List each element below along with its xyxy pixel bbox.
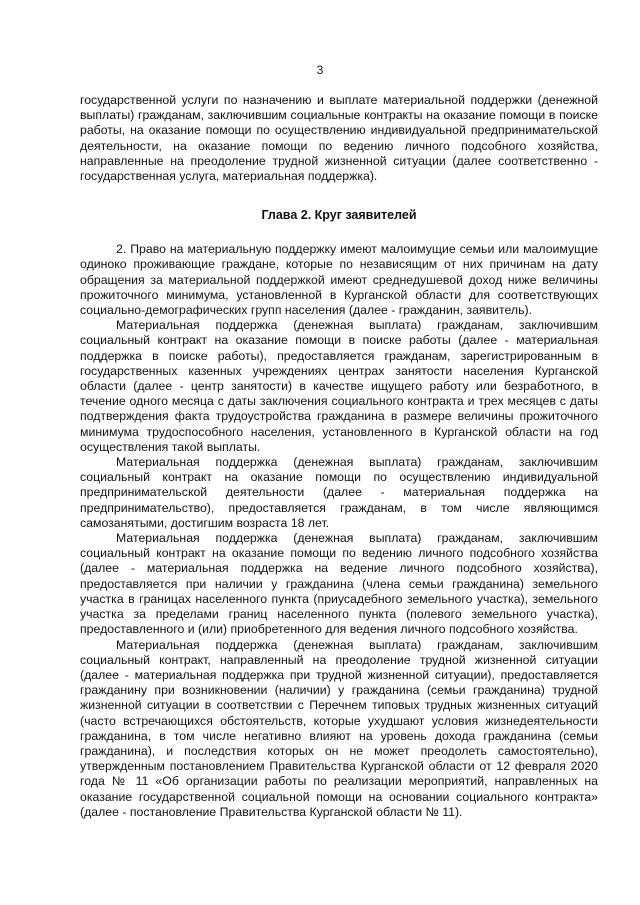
paragraph-right-to-support: 2. Право на материальную поддержку имеют малоимущие семьи или малоимущие одиноко проживающие граждане, которые по независящим от них причинам на дату обращения за материальной поддержкой имеют среднедушевой доход ниже величины прожиточного минимума, установленной в Курганской области для соответствующих социально-демографических групп населения (далее - гражданин, заявитель). [80,242,598,318]
document-body [80,93,598,820]
page-number: 3 [316,63,324,77]
intro-paragraph: государственной услуги по назначению и выплате материальной поддержки (денежной выплаты) гражданам, заключившим социальные контракты на оказание помощи в поиске работы, на оказание помощи по осуществлению индивидуальной предпринимательской деятельности, на оказание помощи по ведению личного подсобного хозяйства, направленные на преодоление трудной жизненной ситуации (далее соответственно - государственная услуга, материальная поддержка). [80,93,598,184]
paragraph-job-search-support: Материальная поддержка (денежная выплата) гражданам, заключившим социальный контракт на оказание помощи в поиске работы (далее - материальная поддержка в поиске работы), предоставляется гражданам, зарегистрированным в государственных казенных учреждениях центрах занятости населения Курганской области (далее - центр занятости) в качестве ищущего работу или безработного, в течение одного месяца с даты заключения социального контракта и трех месяцев с даты подтверждения факта трудоустройства гражданина в размере величины прожиточного минимума трудоспособного населения, установленного в Курганской области на год осуществления такой выплаты. [80,318,598,454]
paragraph-difficult-situation-support: Материальная поддержка (денежная выплата) гражданам, заключившим социальный контракт, направленный на преодоление трудной жизненной ситуации (далее - материальная поддержка при трудной жизненной ситуации), предоставляется гражданину при возникновении (наличии) у гражданина (семьи гражданина) трудной жизненной ситуации в соответствии с Перечнем типовых трудных жизненных ситуаций (часто встречающихся обстоятельств, которые ухудшают условия жизнедеятельности гражданина, в том числе негативно влияют на уровень дохода гражданина (семьи гражданина), и последствия которых он не может преодолеть самостоятельно), утвержденным постановлением Правительства Курганской области от 12 февраля 2020 года № 11 «Об организации работы по реализации мероприятий, направленных на оказание государственной социальной помощи на основании социального контракта» (далее - постановление Правительства Курганской области № 11). [80,637,598,819]
chapter-title: Глава 2. Круг заявителей [261,208,417,223]
paragraph-entrepreneurship-support: Материальная поддержка (денежная выплата) гражданам, заключившим социальный контракт на оказание помощи по осуществлению индивидуальной предпринимательской деятельности (далее - материальная поддержка на предпринимательство), предоставляется гражданам, в том числе являющимся самозанятыми, достигшим возраста 18 лет. [80,455,598,530]
paragraph-household-farming-support: Материальная поддержка (денежная выплата) гражданам, заключившим социальный контракт на оказание помощи по ведению личного подсобного хозяйства (далее - материальная поддержка на ведение личного подсобного хозяйства), предоставляется при наличии у гражданина (члена семьи гражданина) земельного участка в границах населенного пункта (приусадебного земельного участка), земельного участка за пределами границ населенного пункта (полевого земельного участка), предоставленного и (или) приобретенного для ведения личного подсобного хозяйства. [80,531,598,637]
